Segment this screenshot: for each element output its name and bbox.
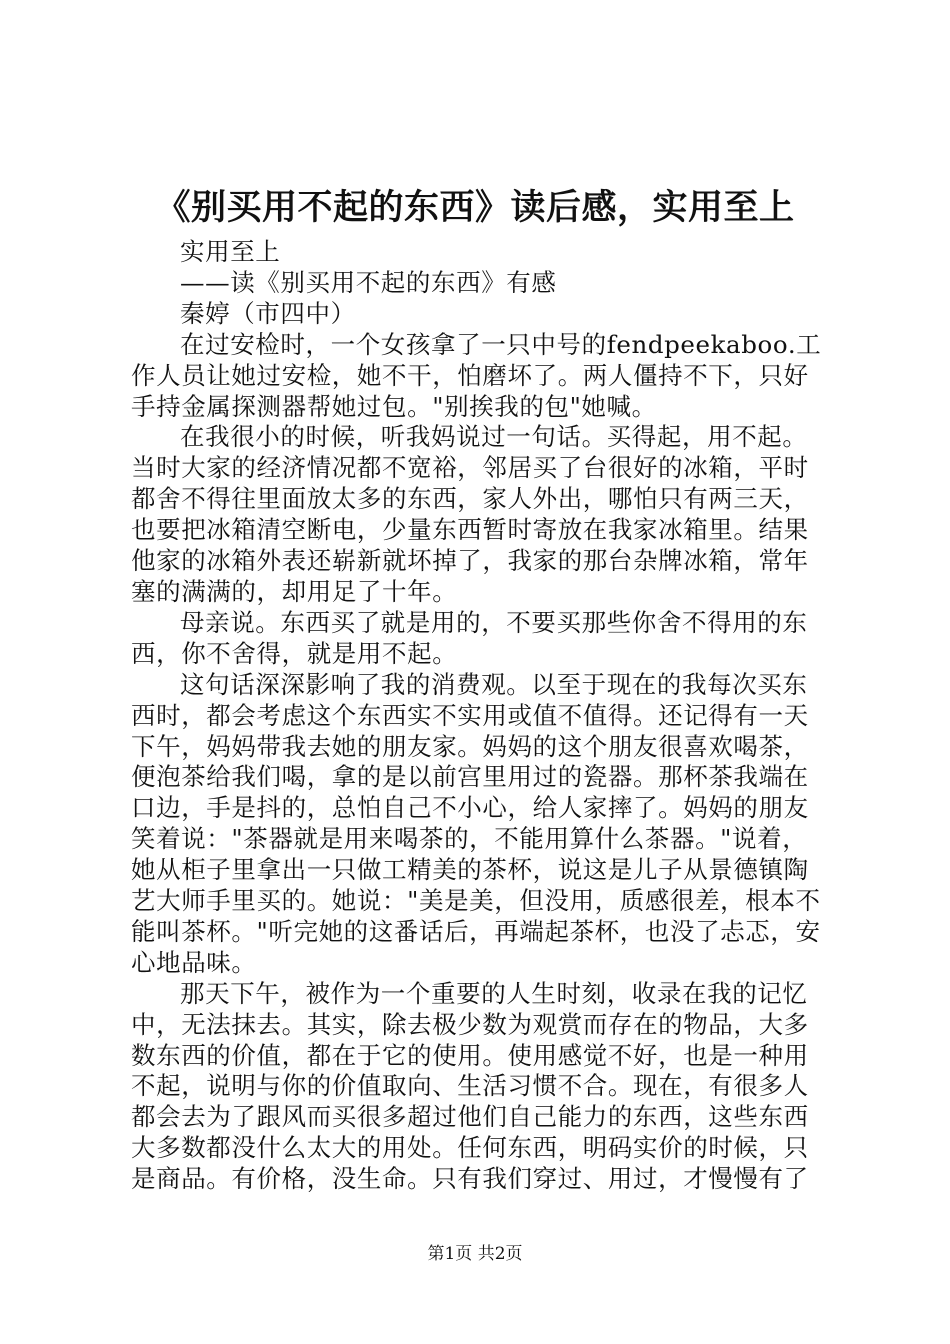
page-number-footer: 第1页 共2页 (427, 1244, 523, 1264)
paragraph: 在我很小的时候，听我妈说过一句话。买得起，用不起。当时大家的经济情况都不宽裕，邻居买了台很好的冰箱，平时都舍不得往里面放太多的东西，家人外出，哪怕只有两三天，也要把冰箱清空断电，少量东西暂时寄放在我家冰箱里。结果他家的冰箱外表还崭新就坏掉了，我家的那台杂牌冰箱，常年塞的满满的，却用足了十年。 (131, 422, 809, 606)
subtitle-line: 实用至上 (180, 237, 281, 266)
paragraph: 那天下午，被作为一个重要的人生时刻，收录在我的记忆中，无法抹去。其实，除去极少数为观赏而存在的物品，大多数东西的价值，都在于它的使用。使用感觉不好，也是一种用不起，说明与你的价值取向、生活习惯不合。现在，有很多人都会去为了跟风而买很多超过他们自己能力的东西，这些东西大多数都没什么太大的用处。任何东西，明码实价的时候，只是商品。有价格，没生命。只有我们穿过、用过，才慢慢有了 (131, 978, 809, 1194)
subtitle-reading-line: ——读《别买用不起的东西》有感 (180, 267, 557, 297)
paragraph: 这句话深深影响了我的消费观。以至于现在的我每次买东西时，都会考虑这个东西实不实用或值不值得。还记得有一天下午，妈妈带我去她的朋友家。妈妈的这个朋友很喜欢喝茶，便泡茶给我们喝，拿的是以前宫里用过的瓷器。那杯茶我端在口边，手是抖的，总怕自己不小心，给人家摔了。妈妈的朋友笑着说："茶器就是用来喝茶的，不能用算什么茶器。"说着，她从柜子里拿出一只做工精美的茶杯，说这是儿子从景德镇陶艺大师手里买的。她说："美是美，但没用，质感很差，根本不能叫茶杯。"听完她的这番话后，再端起茶杯，也没了忐忑，安心地品味。 (131, 669, 821, 977)
paragraph: 在过安检时，一个女孩拿了一只中号的fendpeekaboo.工作人员让她过安检，她不干，怕磨坏了。两人僵持不下，只好手持金属探测器帮她过包。"别挨我的包"她喊。 (131, 329, 822, 421)
paragraph: 母亲说。东西买了就是用的，不要买那些你舍不得用的东西，你不舍得，就是用不起。 (131, 607, 808, 668)
document-body (131, 237, 831, 1195)
author-line: 秦婷（市四中） (180, 298, 356, 328)
document-title: 《别买用不起的东西》读后感，实用至上 (155, 187, 795, 228)
